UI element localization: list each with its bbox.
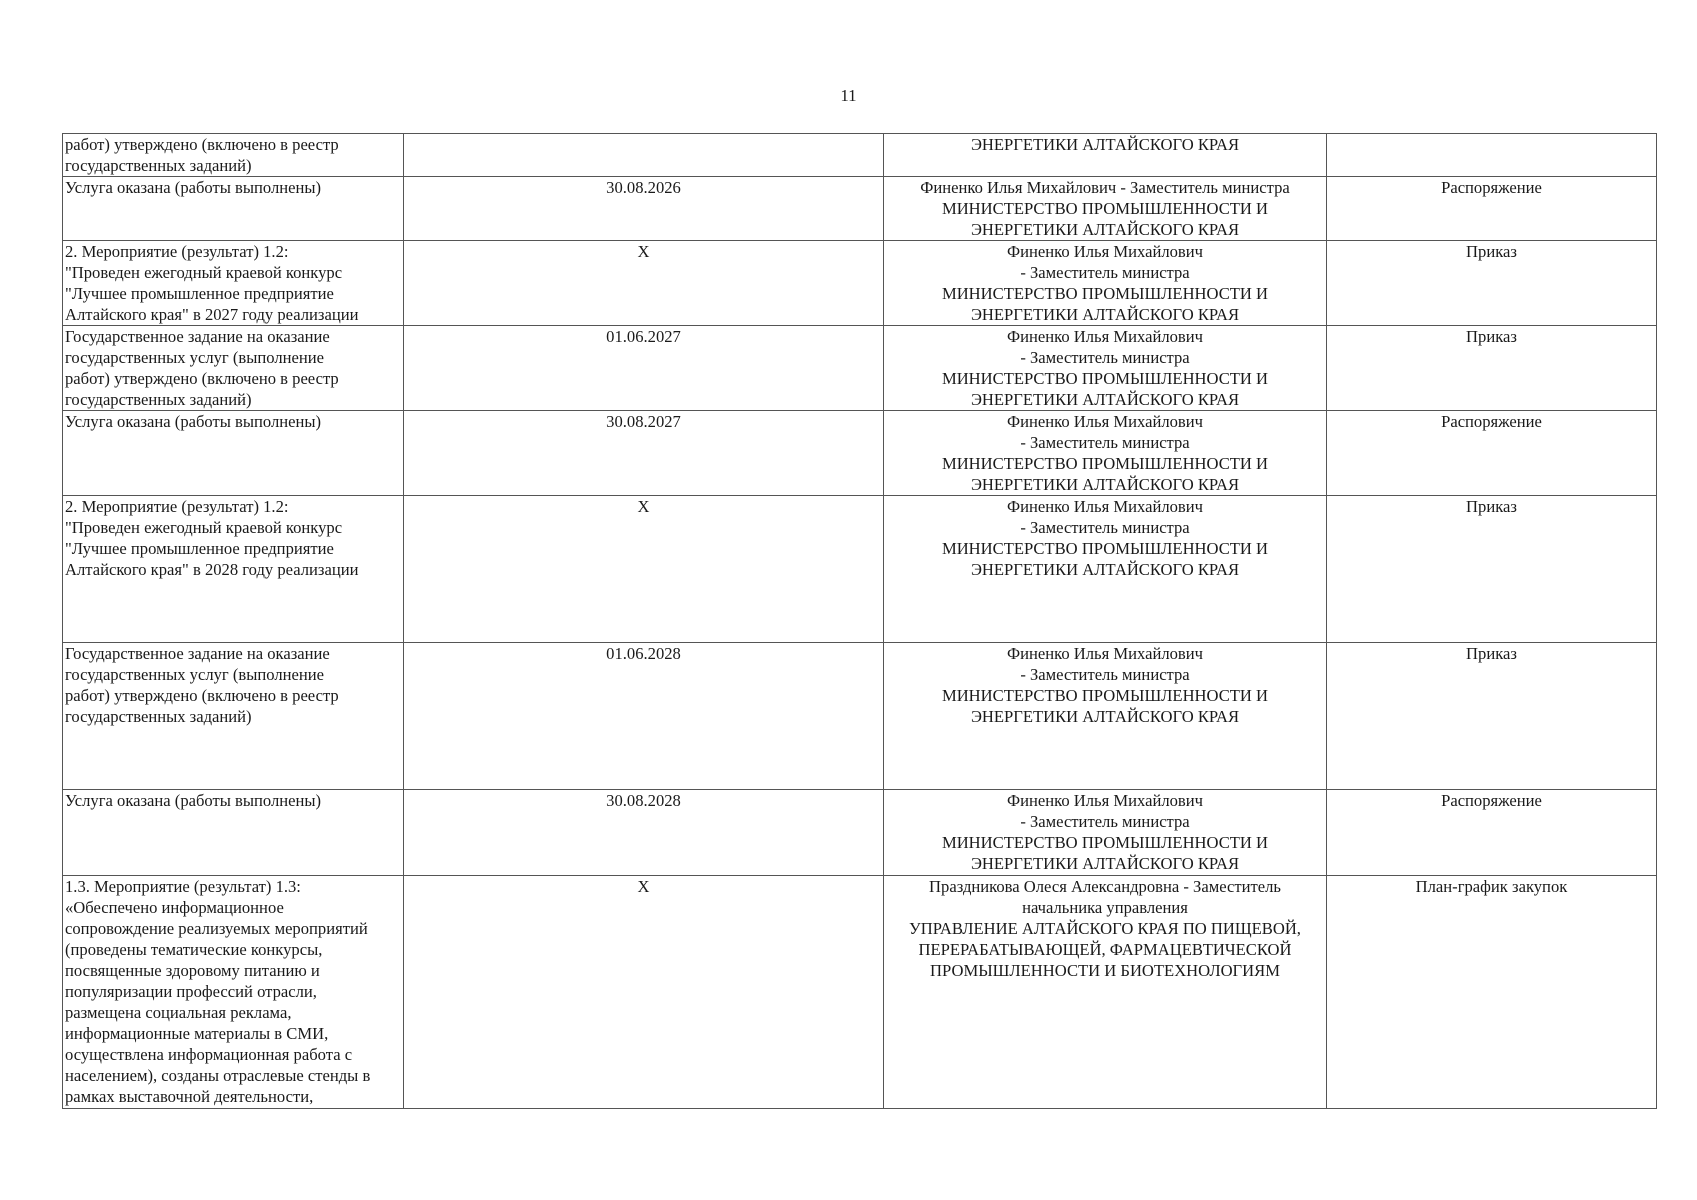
- responsible-line: Финенко Илья Михайлович: [1007, 327, 1203, 346]
- responsible-line: ЭНЕРГЕТИКИ АЛТАЙСКОГО КРАЯ: [970, 220, 1240, 239]
- responsible-line: Финенко Илья Михайлович: [1007, 412, 1203, 431]
- event-name-line: "Лучшее промышленное предприятие: [65, 539, 334, 558]
- responsible-line: ЭНЕРГЕТИКИ АЛТАЙСКОГО КРАЯ: [970, 560, 1240, 579]
- responsible-line: Финенко Илья Михайлович: [1007, 644, 1203, 663]
- event-name-line: 2. Мероприятие (результат) 1.2:: [65, 242, 289, 261]
- event-name-line: Алтайского края" в 2028 году реализации: [65, 560, 359, 579]
- document-cell: Приказ: [1327, 496, 1657, 643]
- event-name-cell: [63, 177, 404, 241]
- event-name-line: Услуга оказана (работы выполнены): [65, 412, 322, 431]
- date-cell: X: [404, 496, 884, 643]
- responsible-line: МИНИСТЕРСТВО ПРОМЫШЛЕННОСТИ И: [941, 539, 1269, 558]
- responsible-line: МИНИСТЕРСТВО ПРОМЫШЛЕННОСТИ И: [941, 369, 1269, 388]
- responsible-line: - Заместитель министра: [1020, 433, 1190, 452]
- table-row: [63, 790, 1657, 876]
- responsible-line: ЭНЕРГЕТИКИ АЛТАЙСКОГО КРАЯ: [970, 135, 1240, 154]
- event-name-line: государственных заданий): [65, 390, 252, 409]
- responsible-cell: [884, 643, 1327, 790]
- event-name-line: "Проведен ежегодный краевой конкурс: [65, 518, 343, 537]
- responsible-cell: [884, 177, 1327, 241]
- document-cell: План-график закупок: [1327, 876, 1657, 1109]
- event-name-cell: [63, 134, 404, 177]
- event-name-line: Услуга оказана (работы выполнены): [65, 178, 322, 197]
- responsible-cell: [884, 876, 1327, 1109]
- responsible-cell: [884, 134, 1327, 177]
- event-name-cell: [63, 326, 404, 411]
- responsible-line: Финенко Илья Михайлович: [1007, 497, 1203, 516]
- event-name-line: популяризации профессий отрасли,: [65, 982, 317, 1001]
- responsible-line: МИНИСТЕРСТВО ПРОМЫШЛЕННОСТИ И: [941, 686, 1269, 705]
- event-name-line: государственных услуг (выполнение: [65, 665, 324, 684]
- event-name-cell: [63, 496, 404, 643]
- event-name-cell: [63, 241, 404, 326]
- responsible-line: ЭНЕРГЕТИКИ АЛТАЙСКОГО КРАЯ: [970, 854, 1240, 873]
- date-cell: 30.08.2026: [404, 177, 884, 241]
- event-name-line: 1.3. Мероприятие (результат) 1.3:: [65, 877, 301, 896]
- event-name-line: размещена социальная реклама,: [65, 1003, 292, 1022]
- responsible-line: МИНИСТЕРСТВО ПРОМЫШЛЕННОСТИ И: [941, 833, 1269, 852]
- document-cell: Приказ: [1327, 643, 1657, 790]
- responsible-cell: [884, 790, 1327, 876]
- responsible-line: начальника управления: [1022, 898, 1188, 917]
- responsible-line: ЭНЕРГЕТИКИ АЛТАЙСКОГО КРАЯ: [970, 305, 1240, 324]
- date-cell: 01.06.2028: [404, 643, 884, 790]
- document-cell: Распоряжение: [1327, 411, 1657, 496]
- event-name-line: посвященные здоровому питанию и: [65, 961, 320, 980]
- table-row: [63, 876, 1657, 1109]
- event-name-line: "Лучшее промышленное предприятие: [65, 284, 334, 303]
- responsible-cell: [884, 411, 1327, 496]
- event-name-cell: [63, 411, 404, 496]
- document-cell: Распоряжение: [1327, 790, 1657, 876]
- responsible-line: - Заместитель министра: [1020, 348, 1190, 367]
- event-name-cell: [63, 876, 404, 1109]
- table-row: [63, 241, 1657, 326]
- document-cell: Приказ: [1327, 326, 1657, 411]
- responsible-line: - Заместитель министра: [1020, 812, 1190, 831]
- responsible-cell: [884, 496, 1327, 643]
- event-name-line: осуществлена информационная работа с: [65, 1045, 353, 1064]
- event-name-line: государственных заданий): [65, 707, 252, 726]
- event-name-line: государственных услуг (выполнение: [65, 348, 324, 367]
- page-number: 11: [840, 86, 857, 105]
- event-name-line: Услуга оказана (работы выполнены): [65, 791, 322, 810]
- responsible-line: МИНИСТЕРСТВО ПРОМЫШЛЕННОСТИ И: [941, 284, 1269, 303]
- event-name-line: населением), созданы отраслевые стенды в: [65, 1066, 371, 1085]
- event-name-cell: [63, 790, 404, 876]
- responsible-line: Финенко Илья Михайлович: [1007, 791, 1203, 810]
- event-name-line: Государственное задание на оказание: [65, 327, 330, 346]
- responsible-line: Праздникова Олеся Александровна - Заместитель: [929, 877, 1281, 896]
- responsible-line: ПРОМЫШЛЕННОСТИ И БИОТЕХНОЛОГИЯМ: [930, 961, 1280, 980]
- responsible-line: МИНИСТЕРСТВО ПРОМЫШЛЕННОСТИ И: [941, 454, 1269, 473]
- date-cell: 30.08.2028: [404, 790, 884, 876]
- table-row: [63, 643, 1657, 790]
- responsible-line: ЭНЕРГЕТИКИ АЛТАЙСКОГО КРАЯ: [970, 707, 1240, 726]
- responsible-line: Финенко Илья Михайлович - Заместитель министра: [920, 178, 1290, 197]
- date-cell: 30.08.2027: [404, 411, 884, 496]
- document-cell: [1327, 134, 1657, 177]
- date-cell: X: [404, 241, 884, 326]
- document-cell: Приказ: [1327, 241, 1657, 326]
- responsible-line: - Заместитель министра: [1020, 518, 1190, 537]
- event-name-line: работ) утверждено (включено в реестр: [65, 686, 339, 705]
- responsible-line: - Заместитель министра: [1020, 263, 1190, 282]
- control-points-table: [62, 133, 1657, 1109]
- event-name-line: «Обеспечено информационное: [65, 898, 284, 917]
- responsible-line: ПЕРЕРАБАТЫВАЮЩЕЙ, ФАРМАЦЕВТИЧЕСКОЙ: [918, 940, 1292, 959]
- date-cell: X: [404, 876, 884, 1109]
- event-name-line: сопровождение реализуемых мероприятий: [65, 919, 368, 938]
- responsible-line: - Заместитель министра: [1020, 665, 1190, 684]
- event-name-line: работ) утверждено (включено в реестр: [65, 369, 339, 388]
- table-row: [63, 411, 1657, 496]
- date-cell: 01.06.2027: [404, 326, 884, 411]
- table-row: [63, 134, 1657, 177]
- responsible-line: ЭНЕРГЕТИКИ АЛТАЙСКОГО КРАЯ: [970, 390, 1240, 409]
- event-name-line: государственных заданий): [65, 156, 252, 175]
- responsible-line: ЭНЕРГЕТИКИ АЛТАЙСКОГО КРАЯ: [970, 475, 1240, 494]
- table-row: [63, 177, 1657, 241]
- responsible-cell: [884, 241, 1327, 326]
- table-row: [63, 326, 1657, 411]
- table-body: [63, 134, 1657, 1109]
- event-name-line: рамках выставочной деятельности,: [65, 1087, 314, 1106]
- table-row: [63, 496, 1657, 643]
- event-name-line: (проведены тематические конкурсы,: [65, 940, 323, 959]
- event-name-line: работ) утверждено (включено в реестр: [65, 135, 339, 154]
- responsible-line: МИНИСТЕРСТВО ПРОМЫШЛЕННОСТИ И: [941, 199, 1269, 218]
- event-name-line: Государственное задание на оказание: [65, 644, 330, 663]
- event-name-line: информационные материалы в СМИ,: [65, 1024, 329, 1043]
- responsible-line: Финенко Илья Михайлович: [1007, 242, 1203, 261]
- event-name-line: "Проведен ежегодный краевой конкурс: [65, 263, 343, 282]
- responsible-cell: [884, 326, 1327, 411]
- responsible-line: УПРАВЛЕНИЕ АЛТАЙСКОГО КРАЯ ПО ПИЩЕВОЙ,: [909, 919, 1301, 938]
- event-name-line: 2. Мероприятие (результат) 1.2:: [65, 497, 289, 516]
- event-name-line: Алтайского края" в 2027 году реализации: [65, 305, 359, 324]
- event-name-cell: [63, 643, 404, 790]
- date-cell: [404, 134, 884, 177]
- document-cell: Распоряжение: [1327, 177, 1657, 241]
